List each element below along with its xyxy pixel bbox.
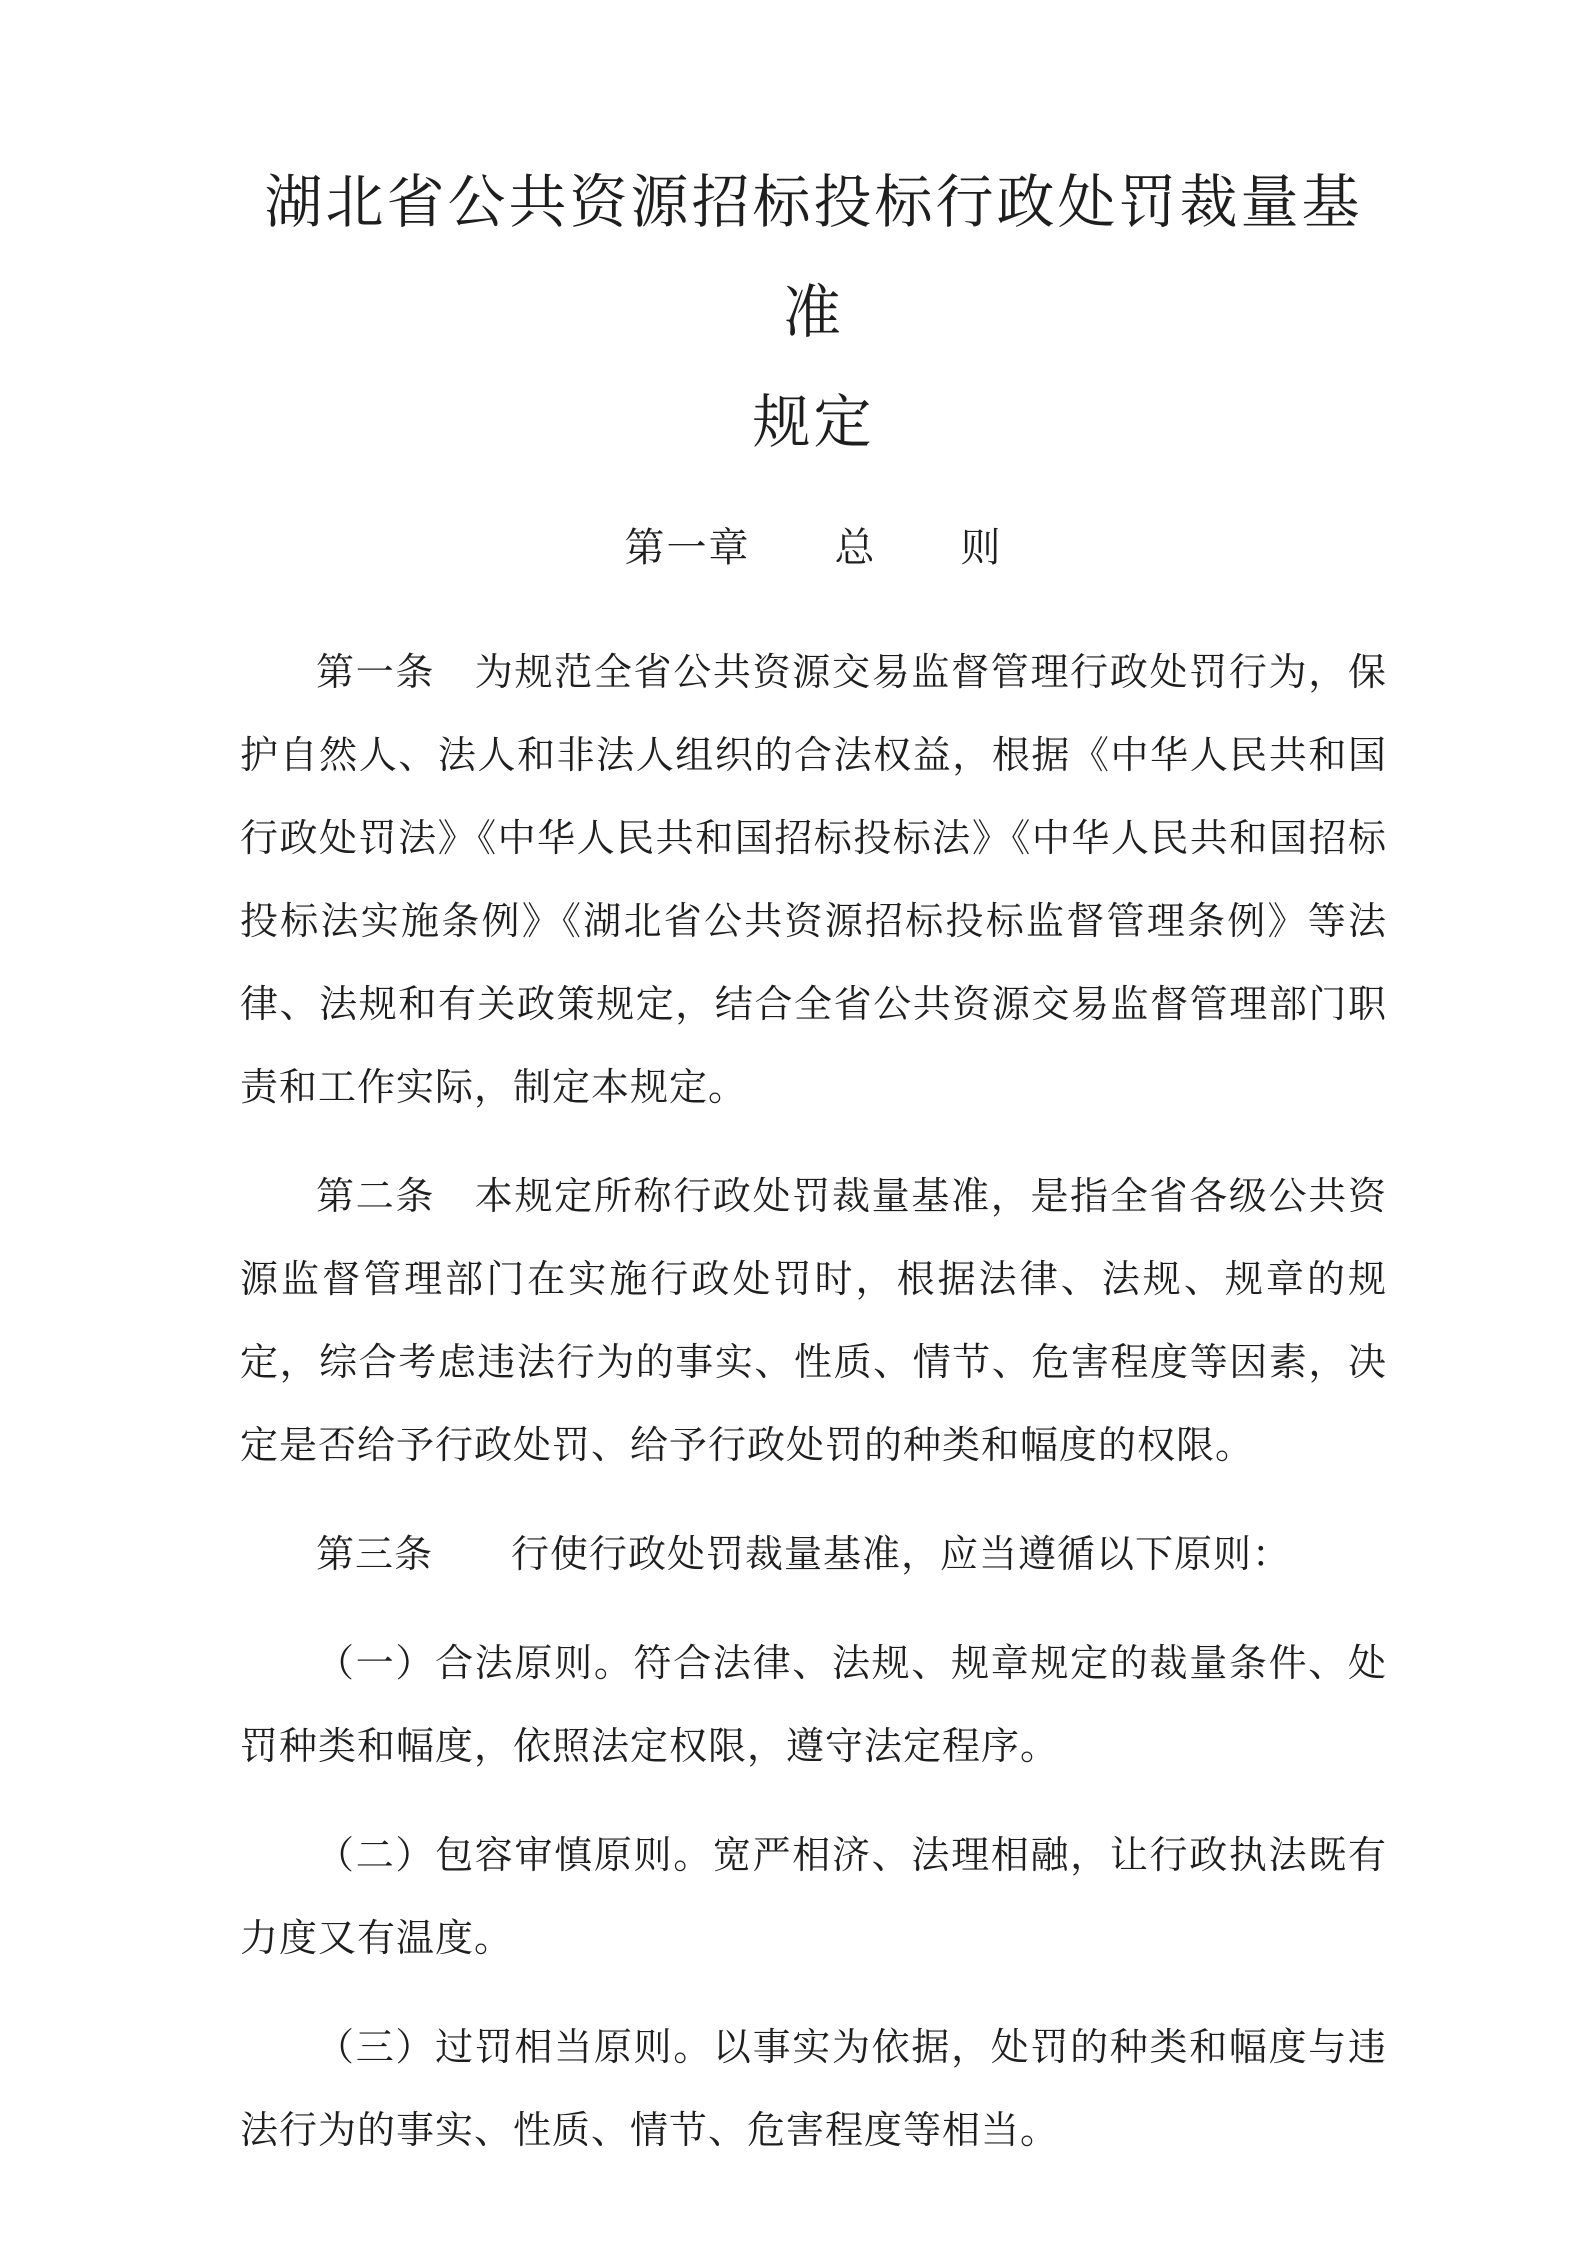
document-title-line-1: 湖北省公共资源招标投标行政处罚裁量基准: [264, 170, 1363, 345]
article-3-item-3-paragraph: （三）过罚相当原则。以事实为依据，处罚的种类和幅度与违法行为的事实、性质、情节、危害程度等相当。: [240, 2027, 1387, 2152]
document-title: [240, 148, 1387, 478]
article-2-paragraph: 第二条 本规定所称行政处罚裁量基准，是指全省各级公共资源监督管理部门在实施行政处罚时，根据法律、法规、规章的规定，综合考虑违法行为的事实、性质、情节、危害程度等因素，决定是否给予行政处罚、给予行政处罚的种类和幅度的权限。: [240, 1176, 1387, 1467]
article-3-item-1-paragraph: （一）合法原则。符合法律、法规、规章规定的裁量条件、处罚种类和幅度，依照法定权限，遵守法定程序。: [240, 1643, 1387, 1768]
document-title-line-2: 规定: [752, 390, 875, 455]
article-3-paragraph: 第三条 行使行政处罚裁量基准，应当遵循以下原则：: [316, 1534, 1292, 1576]
article-3-item-2-paragraph: （二）包容审慎原则。宽严相济、法理相融，让行政执法既有力度又有温度。: [240, 1835, 1387, 1960]
document-body: [240, 632, 1387, 2173]
article-1-paragraph: 第一条 为规范全省公共资源交易监督管理行政处罚行为，保护自然人、法人和非法人组织的合法权益，根据《中华人民共和国行政处罚法》《中华人民共和国招标投标法》《中华人民共和国招标投标法实施条例》《湖北省公共资源招标投标监督管理条例》等法律、法规和有关政策规定，结合全省公共资源交易监督管理部门职责和工作实际，制定本规定。: [240, 652, 1387, 1109]
chapter-heading: 第一章 总 则: [624, 525, 1003, 570]
